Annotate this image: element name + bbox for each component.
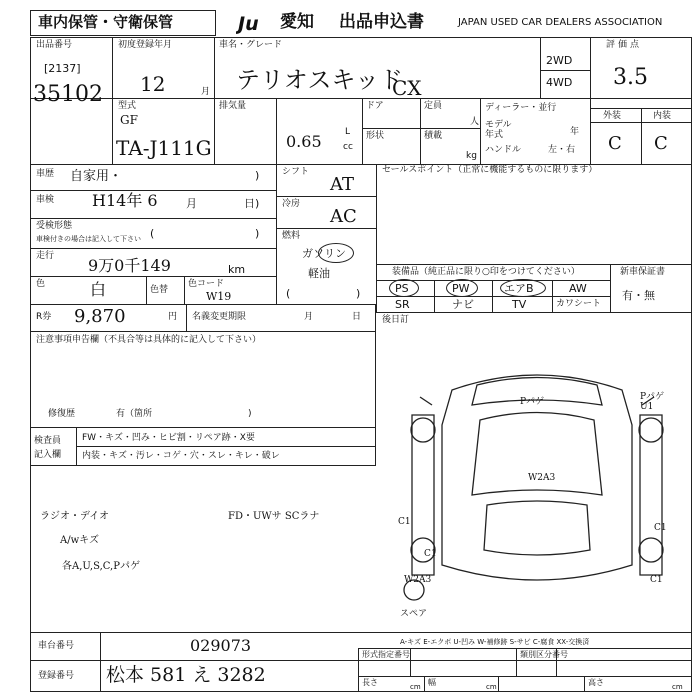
capacity-unit: 人 xyxy=(470,117,480,127)
ac-value: AC xyxy=(330,206,357,227)
score: 3.5 xyxy=(613,65,648,90)
notes-box xyxy=(30,332,376,428)
notes-label: 注意事項申告欄（不具合等は具体的に記入して下さい） xyxy=(36,335,262,345)
model-value1: GF xyxy=(120,113,138,127)
equip-ps: PS xyxy=(395,282,409,295)
lot-number: 35102 xyxy=(33,82,103,107)
name-change-label: 名義変更期限 xyxy=(192,312,247,322)
shift-label: シフト xyxy=(282,167,310,177)
handnote-3: A/wキズ xyxy=(60,535,99,546)
color-value: 白 xyxy=(90,280,107,299)
drive-2wd: 2WD xyxy=(546,54,573,67)
name-label: 車名・グレード xyxy=(219,40,283,50)
drive-4wd: 4WD xyxy=(546,76,573,89)
model-label: 型式 xyxy=(118,101,137,111)
model-year-label: モデル 年式 xyxy=(485,120,512,140)
color-code-label: 色コード xyxy=(188,279,225,289)
shaken-label: 車検 xyxy=(36,195,55,205)
equip-navi: ナビ xyxy=(452,298,474,311)
mark-left-1: C1 xyxy=(398,517,411,527)
name-change-month: 月 xyxy=(304,312,314,322)
recycle-label: R券 xyxy=(36,312,52,322)
plate-label: 登録番号 xyxy=(38,671,75,681)
warranty-label: 新車保証書 xyxy=(620,267,666,277)
mark-front-right: Pパゲ U1 xyxy=(640,392,665,412)
fuel-label: 燃料 xyxy=(282,231,301,241)
juken-label: 受検形態 xyxy=(36,221,73,231)
interior-line: 内装・キズ・汚レ・コゲ・穴・スレ・キレ・破レ xyxy=(82,451,280,461)
mark-left-2: C1 xyxy=(424,549,437,559)
mark-right-1: C1 xyxy=(654,523,667,533)
year-unit: 年 xyxy=(570,127,580,137)
fw-line: FW・キズ・凹み・ヒビ割・リペア跡・X要 xyxy=(82,433,255,443)
ac-label: 冷房 xyxy=(282,199,301,209)
form-title: 出品申込書 xyxy=(339,12,424,32)
juken-close: ) xyxy=(255,227,260,240)
recycle-value: 9,870 xyxy=(74,306,126,327)
org-name: 愛知 xyxy=(280,12,314,32)
history-paren: ) xyxy=(255,169,260,182)
handnote-4: 各A,U,S,C,Pパゲ xyxy=(62,561,140,572)
inspector-label: 検査員 記入欄 xyxy=(34,436,62,460)
name-change-day: 日 xyxy=(352,312,362,322)
assoc-name: JAPAN USED CAR DEALERS ASSOCIATION xyxy=(458,17,663,28)
shaken-day: 日) xyxy=(244,197,260,210)
mark-right-2: C1 xyxy=(650,575,663,585)
lot-small: [2137] xyxy=(44,62,81,75)
warranty-value: 有・無 xyxy=(622,289,655,302)
class-label: 類別区分番号 xyxy=(520,650,568,659)
storage-label: 車内保管・守衛保管 xyxy=(38,13,174,31)
height-label: 高さ xyxy=(588,678,604,687)
equip-sr: SR xyxy=(395,298,410,311)
handle-value: 左・右 xyxy=(548,145,576,155)
grade: CX xyxy=(392,76,422,100)
fuel-paren-close: ) xyxy=(356,287,361,300)
interior-label: 内装 xyxy=(653,111,672,121)
equip-seat: カワシート xyxy=(556,299,602,309)
fuel-gas: ガソリン xyxy=(302,247,346,260)
displacement-label: 排気量 xyxy=(219,101,247,111)
reg-year: 12 xyxy=(140,72,166,96)
juken-open: ( xyxy=(150,227,155,240)
history-label: 車歴 xyxy=(36,169,55,179)
equip-label: 装備品（純正品に限り○印をつけてください） xyxy=(392,267,580,277)
length-label: 長さ xyxy=(362,678,378,687)
car-name: テリオスキッド xyxy=(236,66,404,94)
mileage-value: 9万0千149 xyxy=(88,256,171,275)
interior-value: C xyxy=(654,133,668,154)
mark-hood: Pパゲ xyxy=(520,397,545,407)
mileage-unit: km xyxy=(228,263,246,276)
shaken-value: H14年 6 xyxy=(92,191,158,210)
shape-label: 形状 xyxy=(366,131,385,141)
exterior-label: 外装 xyxy=(603,111,622,121)
width-label: 幅 xyxy=(428,678,436,687)
chassis-label: 車台番号 xyxy=(38,641,75,651)
equip-airbag-circle xyxy=(500,279,546,297)
dealer-label: ディーラー・並行 xyxy=(485,103,557,113)
fuel-gas-circle xyxy=(318,243,354,263)
form-cert-label: 形式指定番号 xyxy=(362,650,410,659)
fuel-diesel: 軽油 xyxy=(308,267,330,280)
reg-month-unit: 月 xyxy=(201,87,211,97)
capacity-label: 定員 xyxy=(424,101,443,111)
height-unit: cm xyxy=(672,683,683,691)
equip-aw: AW xyxy=(569,282,587,295)
color-code: W19 xyxy=(206,290,232,303)
lot-label: 出品番号 xyxy=(36,40,73,50)
juken-note: 車検付きの場合は記入して下さい xyxy=(36,235,141,243)
handnote-1: ラジオ・デイオ xyxy=(40,511,109,522)
displacement-unit-cc: cc xyxy=(343,142,353,152)
repair-value: 有（箇所 xyxy=(116,409,153,419)
mark-roof: W2A3 xyxy=(528,473,556,483)
svg-text:Ju: Ju xyxy=(238,13,259,34)
load-unit: kg xyxy=(466,151,477,161)
reg-label: 初度登録年月 xyxy=(118,40,173,50)
fuel-paren-open: ( xyxy=(286,287,291,300)
shift-value: AT xyxy=(330,174,355,195)
equip-tv: TV xyxy=(512,298,527,311)
mileage-label: 走行 xyxy=(36,251,55,261)
displacement-unit-l: L xyxy=(345,127,351,137)
equip-pw-circle xyxy=(446,279,478,297)
score-label: 評価点 xyxy=(606,40,643,50)
length-unit: cm xyxy=(410,683,421,691)
rear-seat-label: 後日訂 xyxy=(382,315,410,325)
ju-logo xyxy=(236,12,280,34)
width-unit: cm xyxy=(486,683,497,691)
damage-legend: A-キズ E-エクボ U-凹み W-補修跡 S-サビ C-腐食 XX-交換済 xyxy=(400,638,590,646)
chassis-value: 029073 xyxy=(190,636,252,655)
door-label: ドア xyxy=(366,101,384,111)
mark-rear: W2A3 xyxy=(404,575,432,585)
load-label: 積載 xyxy=(424,131,443,141)
equip-pw: PW xyxy=(452,282,470,295)
model-value2: TA-J111G xyxy=(116,136,212,160)
recycle-yen: 円 xyxy=(168,312,178,322)
plate-value: 松本 581 え 3282 xyxy=(106,664,266,686)
handnote-2: FD・UWサ SCラナ xyxy=(228,511,320,522)
sales-label: セールスポイント（正常に機能するものに限ります） xyxy=(382,165,598,175)
displacement-value: 0.65 xyxy=(286,132,322,151)
equip-ps-circle xyxy=(389,279,419,297)
repair-label: 修復歴 xyxy=(48,409,76,419)
exterior-value: C xyxy=(608,133,622,154)
history-value: 自家用・ xyxy=(70,169,123,184)
color-label: 色 xyxy=(36,279,46,289)
equip-airbag: エアB xyxy=(504,282,534,295)
mark-spare: スペア xyxy=(400,609,428,619)
color-no-label: 色替 xyxy=(150,285,169,295)
shaken-month: 月 xyxy=(186,197,197,210)
repair-close: ) xyxy=(248,409,252,419)
handle-label: ハンドル xyxy=(485,145,522,155)
